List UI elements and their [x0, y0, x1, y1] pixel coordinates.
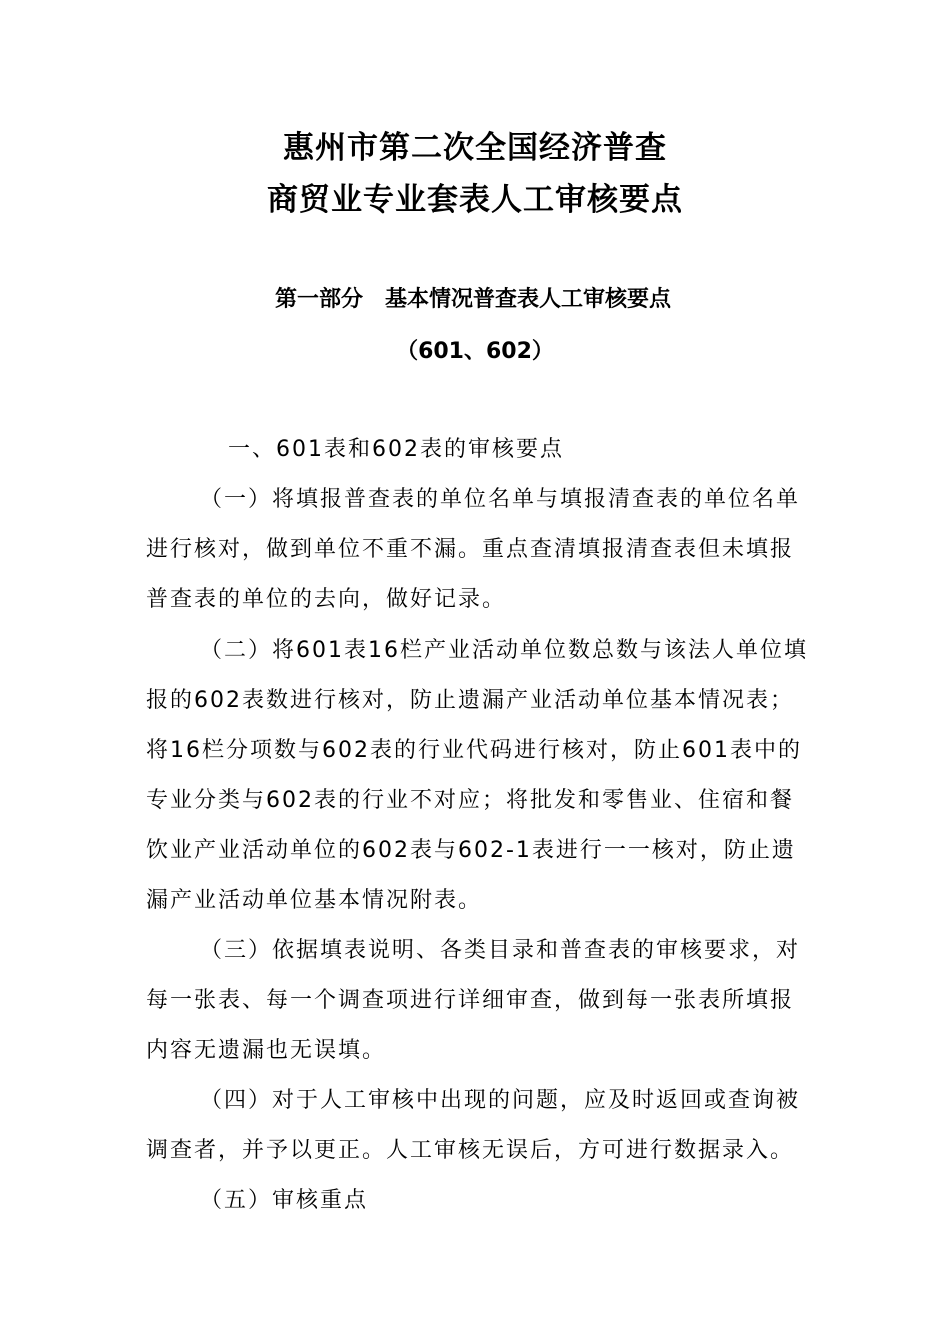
body-line: （五）审核重点	[200, 1188, 369, 1213]
body-line: 调查者，并予以更正。人工审核无误后，方可进行数据录入。	[146, 1138, 795, 1163]
body-line: 漏产业活动单位基本情况附表。	[146, 888, 483, 913]
body-line: 每一张表、每一个调查项进行详细审查，做到每一张表所填报	[146, 988, 795, 1013]
body-line: 报的602表数进行核对，防止遗漏产业活动单位基本情况表；	[146, 688, 794, 713]
body-line: 饮业产业活动单位的602表与602-1表进行一一核对，防止遗	[146, 838, 796, 863]
body-line: （二）将601表16栏产业活动单位数总数与该法人单位填	[200, 638, 808, 663]
body-line: 内容无遗漏也无误填。	[146, 1038, 387, 1063]
document-title-line-2: 商贸业专业套表人工审核要点	[267, 182, 683, 218]
part-subheading: （601、602）	[396, 339, 554, 364]
body-line: 将16栏分项数与602表的行业代码进行核对，防止601表中的	[146, 738, 802, 763]
section-heading: 一、601表和602表的审核要点	[228, 437, 564, 462]
part-heading: 第一部分 基本情况普查表人工审核要点	[274, 287, 671, 312]
body-line: 普查表的单位的去向，做好记录。	[146, 587, 507, 612]
body-line: 专业分类与602表的行业不对应；将批发和零售业、住宿和餐	[146, 788, 794, 813]
body-line: （一）将填报普查表的单位名单与填报清查表的单位名单	[200, 487, 801, 512]
body-line: 进行核对，做到单位不重不漏。重点查清填报清查表但未填报	[146, 537, 795, 562]
document-title-line-1: 惠州市第二次全国经济普查	[283, 130, 667, 166]
body-line: （三）依据填表说明、各类目录和普查表的审核要求，对	[200, 938, 801, 963]
body-line: （四）对于人工审核中出现的问题，应及时返回或查询被	[200, 1088, 801, 1113]
